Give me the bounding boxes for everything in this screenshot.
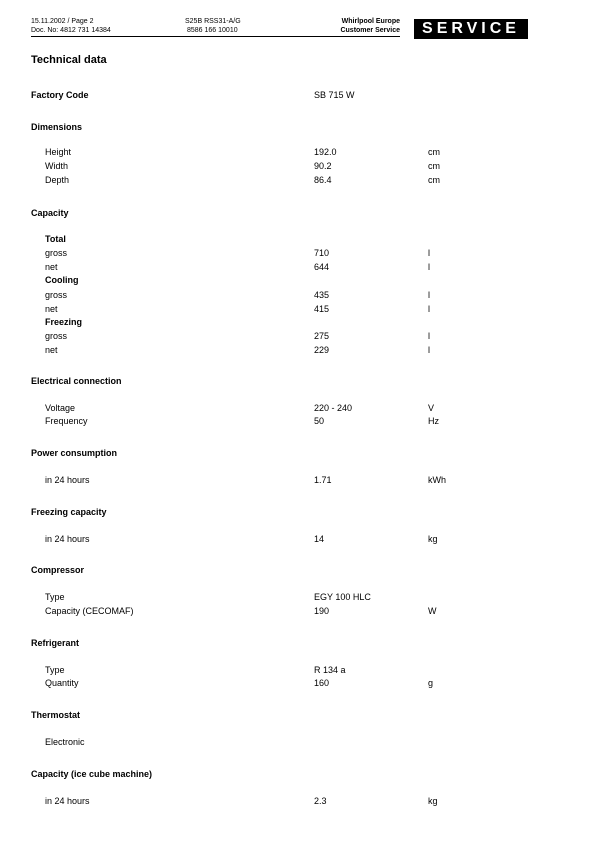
spec-value: 275 bbox=[314, 331, 330, 341]
capacity-total-label: Total bbox=[45, 234, 66, 244]
spec-unit: l bbox=[428, 290, 430, 300]
dimensions-heading: Dimensions bbox=[31, 122, 83, 132]
spec-label: Frequency bbox=[45, 416, 88, 426]
spec-label: in 24 hours bbox=[45, 534, 90, 544]
spec-label: Quantity bbox=[45, 678, 79, 688]
spec-value: 190 bbox=[314, 606, 330, 616]
page-title: Technical data bbox=[31, 54, 107, 66]
spec-label: gross bbox=[45, 248, 68, 258]
spec-label: net bbox=[45, 304, 58, 314]
refrigerant-heading: Refrigerant bbox=[31, 638, 80, 648]
spec-label: in 24 hours bbox=[45, 475, 90, 485]
spec-unit: kg bbox=[428, 796, 438, 806]
spec-unit: kg bbox=[428, 534, 438, 544]
spec-label: Type bbox=[45, 665, 65, 675]
spec-label: net bbox=[45, 262, 58, 272]
header-company: Whirlpool Europe bbox=[341, 18, 400, 25]
factory-code-label: Factory Code bbox=[31, 90, 89, 100]
spec-value: 644 bbox=[314, 262, 330, 272]
spec-value: R 134 a bbox=[314, 665, 346, 675]
ice-cube-heading: Capacity (ice cube machine) bbox=[31, 769, 153, 779]
spec-unit: l bbox=[428, 262, 430, 272]
compressor-heading: Compressor bbox=[31, 565, 85, 575]
spec-value: 1.71 bbox=[314, 475, 332, 485]
spec-label: Electronic bbox=[45, 737, 85, 747]
spec-label: Depth bbox=[45, 175, 70, 185]
spec-unit: W bbox=[428, 606, 437, 616]
spec-unit: cm bbox=[428, 161, 440, 171]
header-model-code: S25B RSS31-A/G bbox=[185, 18, 241, 25]
spec-value: 415 bbox=[314, 304, 330, 314]
spec-value: 2.3 bbox=[314, 796, 327, 806]
spec-label: in 24 hours bbox=[45, 796, 90, 806]
spec-label: Voltage bbox=[45, 403, 76, 413]
spec-unit: V bbox=[428, 403, 435, 413]
header-part-no: 8586 166 10010 bbox=[187, 27, 238, 34]
spec-value: 229 bbox=[314, 345, 330, 355]
spec-value: 14 bbox=[314, 534, 325, 544]
spec-unit: cm bbox=[428, 175, 440, 185]
header-doc-no: Doc. No: 4812 731 14384 bbox=[31, 27, 111, 34]
spec-label: Width bbox=[45, 161, 69, 171]
spec-value: 50 bbox=[314, 416, 325, 426]
capacity-cooling-label: Cooling bbox=[45, 275, 79, 285]
freezing-capacity-heading: Freezing capacity bbox=[31, 507, 107, 517]
spec-label: Capacity (CECOMAF) bbox=[45, 606, 134, 616]
header-department: Customer Service bbox=[340, 27, 400, 34]
spec-unit: l bbox=[428, 248, 430, 258]
header-date-page: 15.11.2002 / Page 2 bbox=[31, 18, 94, 25]
spec-unit: l bbox=[428, 304, 430, 314]
spec-label: net bbox=[45, 345, 58, 355]
factory-code-value: SB 715 W bbox=[314, 90, 355, 100]
service-badge: SERVICE bbox=[414, 19, 528, 39]
capacity-freezing-label: Freezing bbox=[45, 317, 83, 327]
spec-value: 160 bbox=[314, 678, 330, 688]
thermostat-heading: Thermostat bbox=[31, 710, 81, 720]
spec-label: Type bbox=[45, 592, 65, 602]
spec-unit: cm bbox=[428, 147, 440, 157]
power-heading: Power consumption bbox=[31, 448, 118, 458]
spec-value: EGY 100 HLC bbox=[314, 592, 371, 602]
electrical-heading: Electrical connection bbox=[31, 376, 122, 386]
spec-value: 220 - 240 bbox=[314, 403, 353, 413]
header-rule bbox=[31, 36, 400, 37]
capacity-heading: Capacity bbox=[31, 208, 69, 218]
spec-value: 435 bbox=[314, 290, 330, 300]
spec-label: gross bbox=[45, 331, 68, 341]
spec-label: Height bbox=[45, 147, 72, 157]
spec-value: 710 bbox=[314, 248, 330, 258]
spec-unit: g bbox=[428, 678, 434, 688]
spec-label: gross bbox=[45, 290, 68, 300]
spec-value: 192.0 bbox=[314, 147, 337, 157]
spec-unit: l bbox=[428, 345, 430, 355]
spec-unit: Hz bbox=[428, 416, 439, 426]
spec-unit: kWh bbox=[428, 475, 446, 485]
spec-value: 90.2 bbox=[314, 161, 332, 171]
spec-unit: l bbox=[428, 331, 430, 341]
spec-value: 86.4 bbox=[314, 175, 332, 185]
